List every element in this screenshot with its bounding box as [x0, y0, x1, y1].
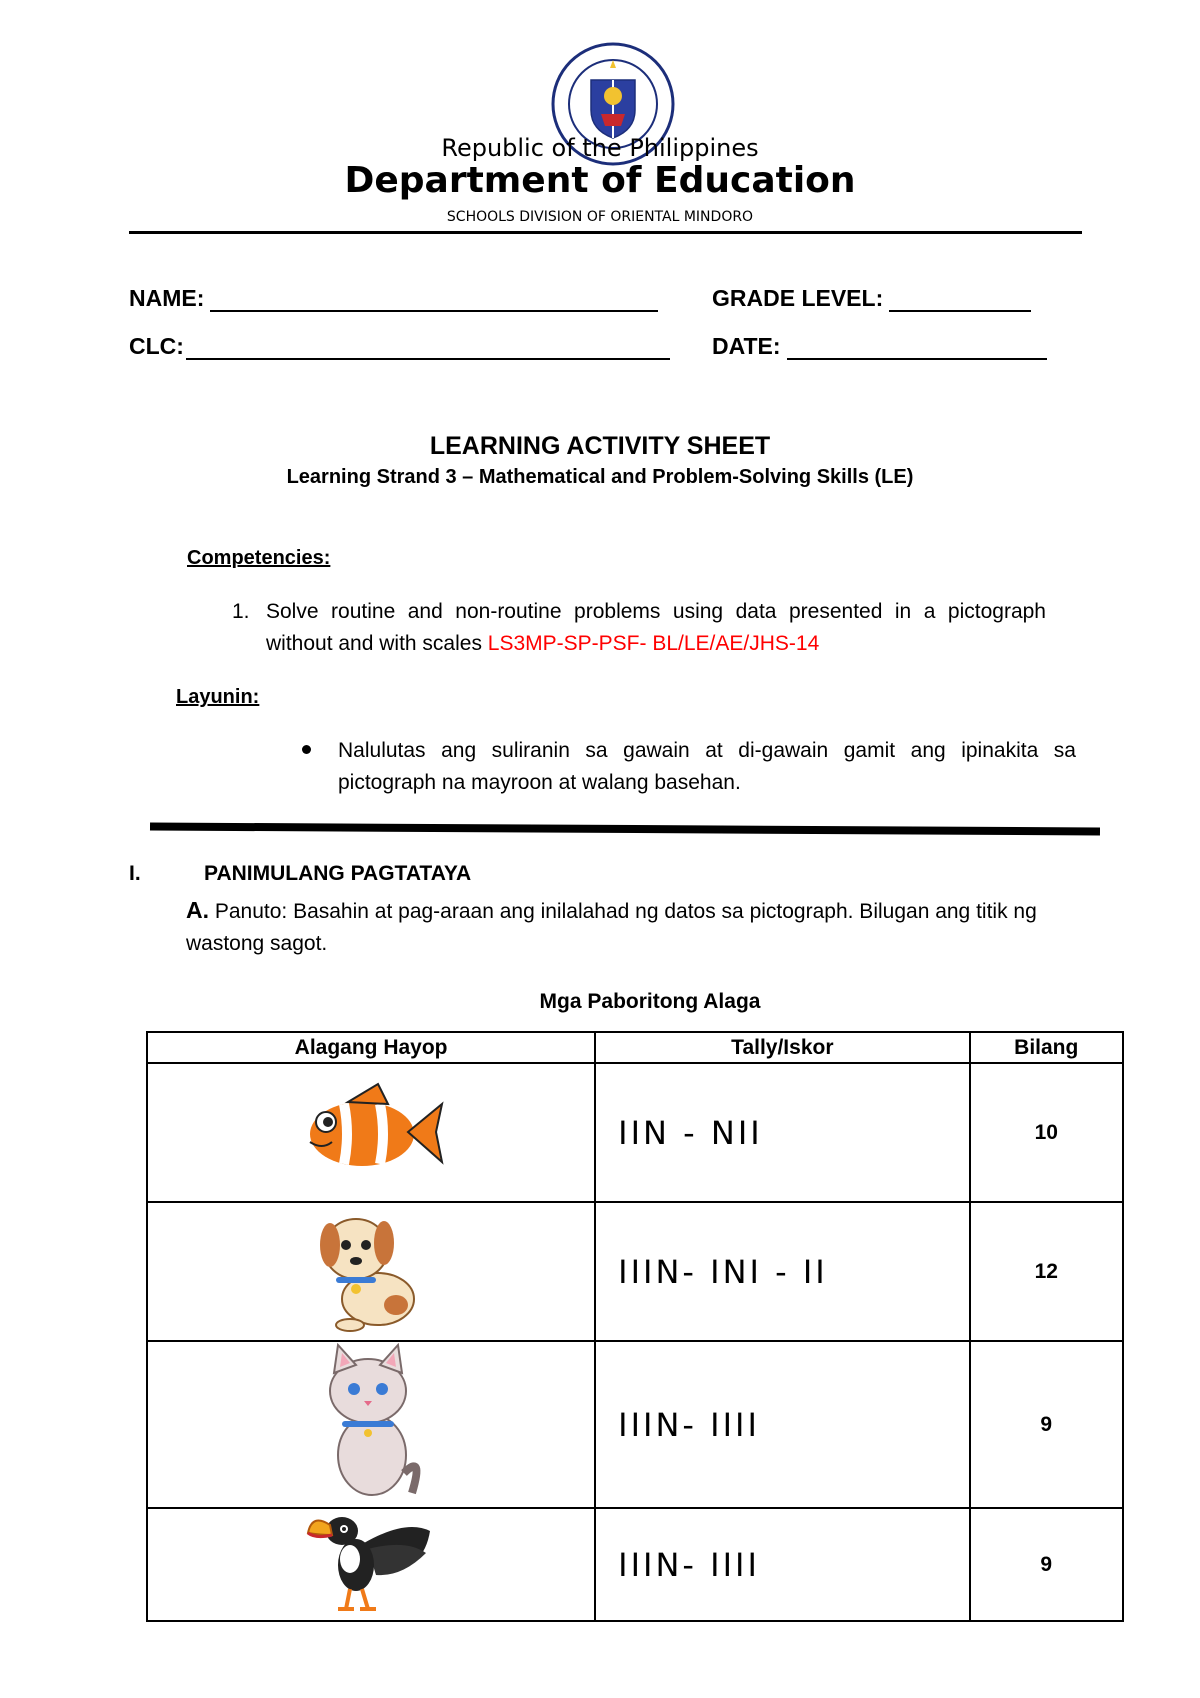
header-divider [129, 231, 1082, 234]
sheet-subtitle: Learning Strand 3 – Mathematical and Problem-Solving Skills (LE) [286, 466, 914, 488]
competency-text: Solve routine and non-routine problems using data presented in a pictograph without and with scales [266, 600, 1046, 655]
toucan-icon [306, 1509, 436, 1615]
part-a-letter: A. [186, 897, 209, 923]
table-header-row [147, 1032, 1123, 1063]
part-a-instruction [186, 894, 1066, 960]
tally-mark: IIIN- INI - II [618, 1252, 828, 1291]
grade-level-field [712, 285, 1031, 312]
section-title: PANIMULANG PAGTATAYA [204, 862, 472, 885]
grade-level-label: GRADE LEVEL: [712, 285, 884, 311]
tally-cell [595, 1063, 969, 1202]
date-blank[interactable] [787, 336, 1047, 360]
count-cell: 10 [970, 1063, 1123, 1202]
clc-field [129, 333, 670, 360]
animal-cell [147, 1341, 595, 1508]
tally-mark: IIN - NII [618, 1113, 763, 1152]
layunin-label: Layunin: [176, 686, 260, 708]
clc-blank[interactable] [186, 336, 670, 360]
col-header-animal: Alagang Hayop [147, 1032, 595, 1063]
competencies-label: Competencies: [187, 547, 331, 569]
department-heading: Department of Education [344, 160, 856, 201]
count-cell: 9 [970, 1341, 1123, 1508]
animal-cell [147, 1202, 595, 1341]
table-row [147, 1063, 1123, 1202]
table-row [147, 1341, 1123, 1508]
tally-cell [595, 1508, 969, 1621]
section-number: I. [129, 862, 141, 885]
date-label: DATE: [712, 333, 781, 359]
dog-icon [316, 1205, 426, 1333]
col-header-tally: Tally/Iskor [595, 1032, 969, 1063]
clownfish-icon [298, 1082, 444, 1178]
layunin-bullet-text: Nalulutas ang suliranin sa gawain at di-gawain gamit ang ipinakita sa pictograph na mayroon at walang basehan. [338, 739, 1076, 794]
competency-code: LS3MP-SP-PSF- BL/LE/AE/JHS-14 [487, 632, 820, 655]
table-row [147, 1202, 1123, 1341]
republic-heading: Republic of the Philippines [441, 134, 759, 162]
date-field [712, 333, 1047, 360]
cat-icon [316, 1343, 426, 1501]
competency-item [266, 596, 1046, 660]
count-cell: 9 [970, 1508, 1123, 1621]
name-blank[interactable] [210, 288, 658, 312]
tally-mark: IIIN- IIII [618, 1405, 760, 1444]
name-field [129, 285, 658, 312]
name-label: NAME: [129, 285, 205, 311]
animal-cell [147, 1063, 595, 1202]
part-a-text: Panuto: Basahin at pag-araan ang inilalahad ng datos sa pictograph. Bilugan ang titik ng wastong sagot. [186, 900, 1037, 955]
sheet-title: LEARNING ACTIVITY SHEET [429, 432, 771, 460]
table-title: Mga Paboritong Alaga [539, 990, 761, 1013]
count-cell: 12 [970, 1202, 1123, 1341]
tally-mark: IIIN- IIII [618, 1545, 760, 1584]
pets-table [146, 1031, 1124, 1622]
division-heading: SCHOOLS DIVISION OF ORIENTAL MINDORO [446, 209, 754, 225]
grade-level-blank[interactable] [889, 288, 1031, 312]
tally-cell [595, 1341, 969, 1508]
tally-cell [595, 1202, 969, 1341]
animal-cell [147, 1508, 595, 1621]
col-header-count: Bilang [970, 1032, 1123, 1063]
clc-label: CLC: [129, 333, 184, 359]
bullet-icon [302, 745, 311, 754]
section-separator [150, 823, 1100, 836]
competency-number: 1. [232, 600, 250, 623]
table-row [147, 1508, 1123, 1621]
